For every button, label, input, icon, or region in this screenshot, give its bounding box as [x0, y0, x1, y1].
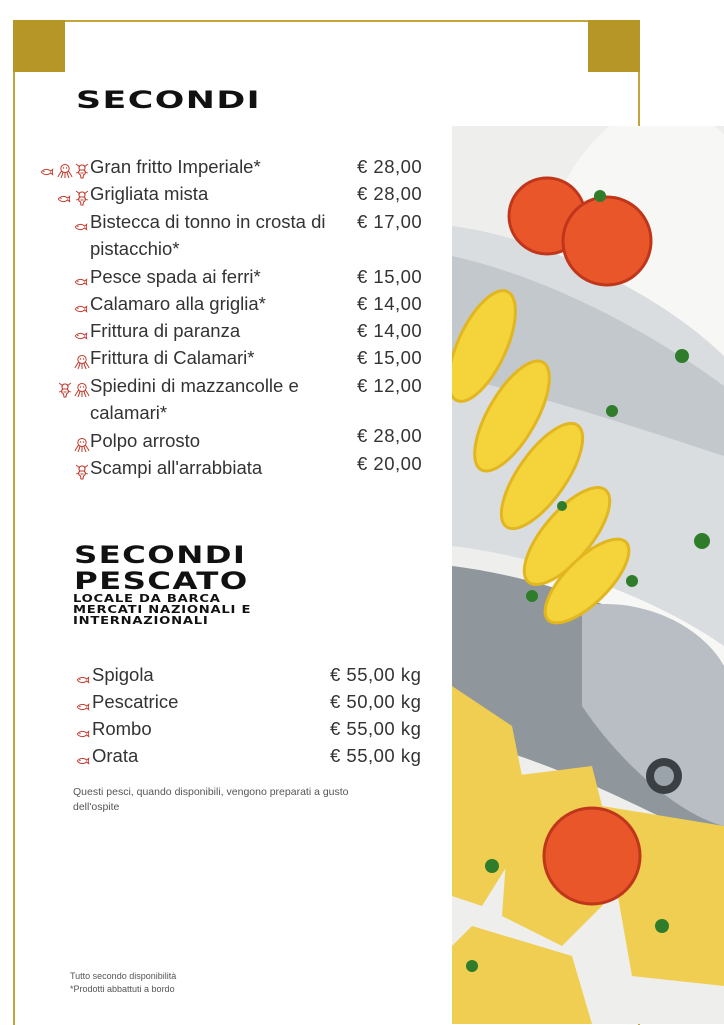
secondi-item-name: Spiedini di mazzancolle e calamari* — [90, 375, 299, 423]
pescato-item — [92, 661, 312, 688]
secondi-item-icons — [10, 290, 90, 317]
secondi-item — [90, 290, 352, 317]
octopus-icon — [74, 378, 90, 394]
fish-outline-icon — [40, 159, 56, 175]
secondi-item — [90, 153, 352, 180]
shrimp-icon — [57, 378, 73, 394]
secondi-item-name: Frittura di Calamari* — [90, 347, 255, 368]
secondi-item — [90, 208, 352, 262]
pescato-item-name: Pescatrice — [92, 691, 179, 712]
secondi-item-name: Bistecca di tonno in crosta di pistacchio* — [90, 211, 326, 259]
secondi-item-price: € 14,00 — [357, 293, 423, 314]
secondi-item-name: Pesce spada ai ferri* — [90, 266, 261, 287]
secondi-item-icons — [10, 153, 90, 180]
fish-outline-icon — [57, 186, 73, 202]
pescato-item-price: € 55,00 kg — [330, 745, 422, 766]
secondi-item-icons — [10, 263, 90, 290]
secondi-item — [90, 180, 352, 207]
pescato-item — [92, 715, 312, 742]
pescato-subtitle-line-1: LOCALE DA BARCA — [73, 593, 221, 605]
secondi-item-price: € 12,00 — [357, 375, 423, 396]
pescato-item — [92, 688, 312, 715]
pescato-item-price: € 55,00 kg — [330, 664, 422, 685]
secondi-item-icons — [10, 454, 90, 481]
pescato-subtitle-line-2: MERCATI NAZIONALI E — [73, 604, 252, 616]
secondi-item-name: Calamaro alla griglia* — [90, 293, 266, 314]
secondi-item-price: € 28,00 — [357, 183, 423, 204]
octopus-icon — [74, 350, 90, 366]
secondi-item-price: € 20,00 — [357, 453, 423, 474]
pescato-title-line-2: PESCATO — [74, 567, 249, 595]
gold-corner-decoration — [13, 20, 65, 72]
pescato-item-price: € 55,00 kg — [330, 718, 422, 739]
secondi-item-icons — [10, 317, 90, 344]
secondi-item-name: Grigliata mista — [90, 183, 209, 204]
shrimp-icon — [74, 186, 90, 202]
pescato-item-icons — [12, 688, 92, 715]
fish-outline-icon — [74, 323, 90, 339]
secondi-item-price: € 15,00 — [357, 347, 423, 368]
pescato-title-line-1: SECONDI — [74, 541, 247, 569]
pescato-item-icons — [12, 742, 92, 769]
fish-outline-icon — [76, 694, 92, 710]
secondi-item-icons — [10, 344, 90, 371]
secondi-item — [90, 427, 352, 454]
secondi-item-name: Gran fritto Imperiale* — [90, 156, 261, 177]
secondi-item-icons — [10, 372, 90, 399]
secondi-item — [90, 263, 352, 290]
section-title-pescato — [74, 542, 249, 594]
pescato-note: Questi pesci, quando disponibili, vengono preparati a gusto dell'ospite — [73, 786, 349, 813]
secondi-item-icons — [10, 208, 90, 235]
pescato-item-icons — [12, 715, 92, 742]
pescato-item-price: € 50,00 kg — [330, 691, 422, 712]
secondi-item-name: Polpo arrosto — [90, 430, 201, 451]
fish-outline-icon — [76, 748, 92, 764]
secondi-item-icons — [10, 427, 90, 454]
fish-outline-icon — [74, 296, 90, 312]
footer-frozen-note: *Prodotti abbattuti a bordo — [70, 984, 175, 994]
shrimp-icon — [74, 159, 90, 175]
secondi-item — [90, 317, 352, 344]
pescato-item — [92, 742, 312, 769]
secondi-item — [90, 372, 352, 426]
secondi-item — [90, 454, 352, 481]
footer-note — [70, 970, 176, 996]
secondi-item-name: Frittura di paranza — [90, 320, 241, 341]
secondi-item-price: € 17,00 — [357, 211, 423, 232]
fish-outline-icon — [76, 721, 92, 737]
octopus-icon — [74, 433, 90, 449]
gold-corner-decoration — [588, 20, 640, 72]
secondi-item-price: € 28,00 — [357, 425, 423, 446]
secondi-item-price: € 14,00 — [357, 320, 423, 341]
section-title-secondi: SECONDI — [76, 86, 262, 114]
pescato-subtitle — [73, 594, 251, 627]
secondi-item-name: Scampi all'arrabbiata — [90, 457, 263, 478]
secondi-item-price: € 15,00 — [357, 266, 423, 287]
secondi-item — [90, 344, 352, 371]
sea-bream-plate-illustration — [452, 126, 724, 1024]
secondi-item-price: € 28,00 — [357, 156, 423, 177]
pescato-item-name: Rombo — [92, 718, 152, 739]
footer-availability: Tutto secondo disponibilità — [70, 971, 177, 981]
octopus-icon — [57, 159, 73, 175]
grilled-fish-photo — [452, 126, 724, 1024]
pescato-item-name: Spigola — [92, 664, 154, 685]
pescato-item-name: Orata — [92, 745, 139, 766]
fish-outline-icon — [74, 214, 90, 230]
fish-outline-icon — [74, 269, 90, 285]
shrimp-icon — [74, 460, 90, 476]
fish-outline-icon — [76, 667, 92, 683]
secondi-item-icons — [10, 180, 90, 207]
pescato-subtitle-line-3: INTERNAZIONALI — [73, 615, 209, 627]
pescato-item-icons — [12, 661, 92, 688]
